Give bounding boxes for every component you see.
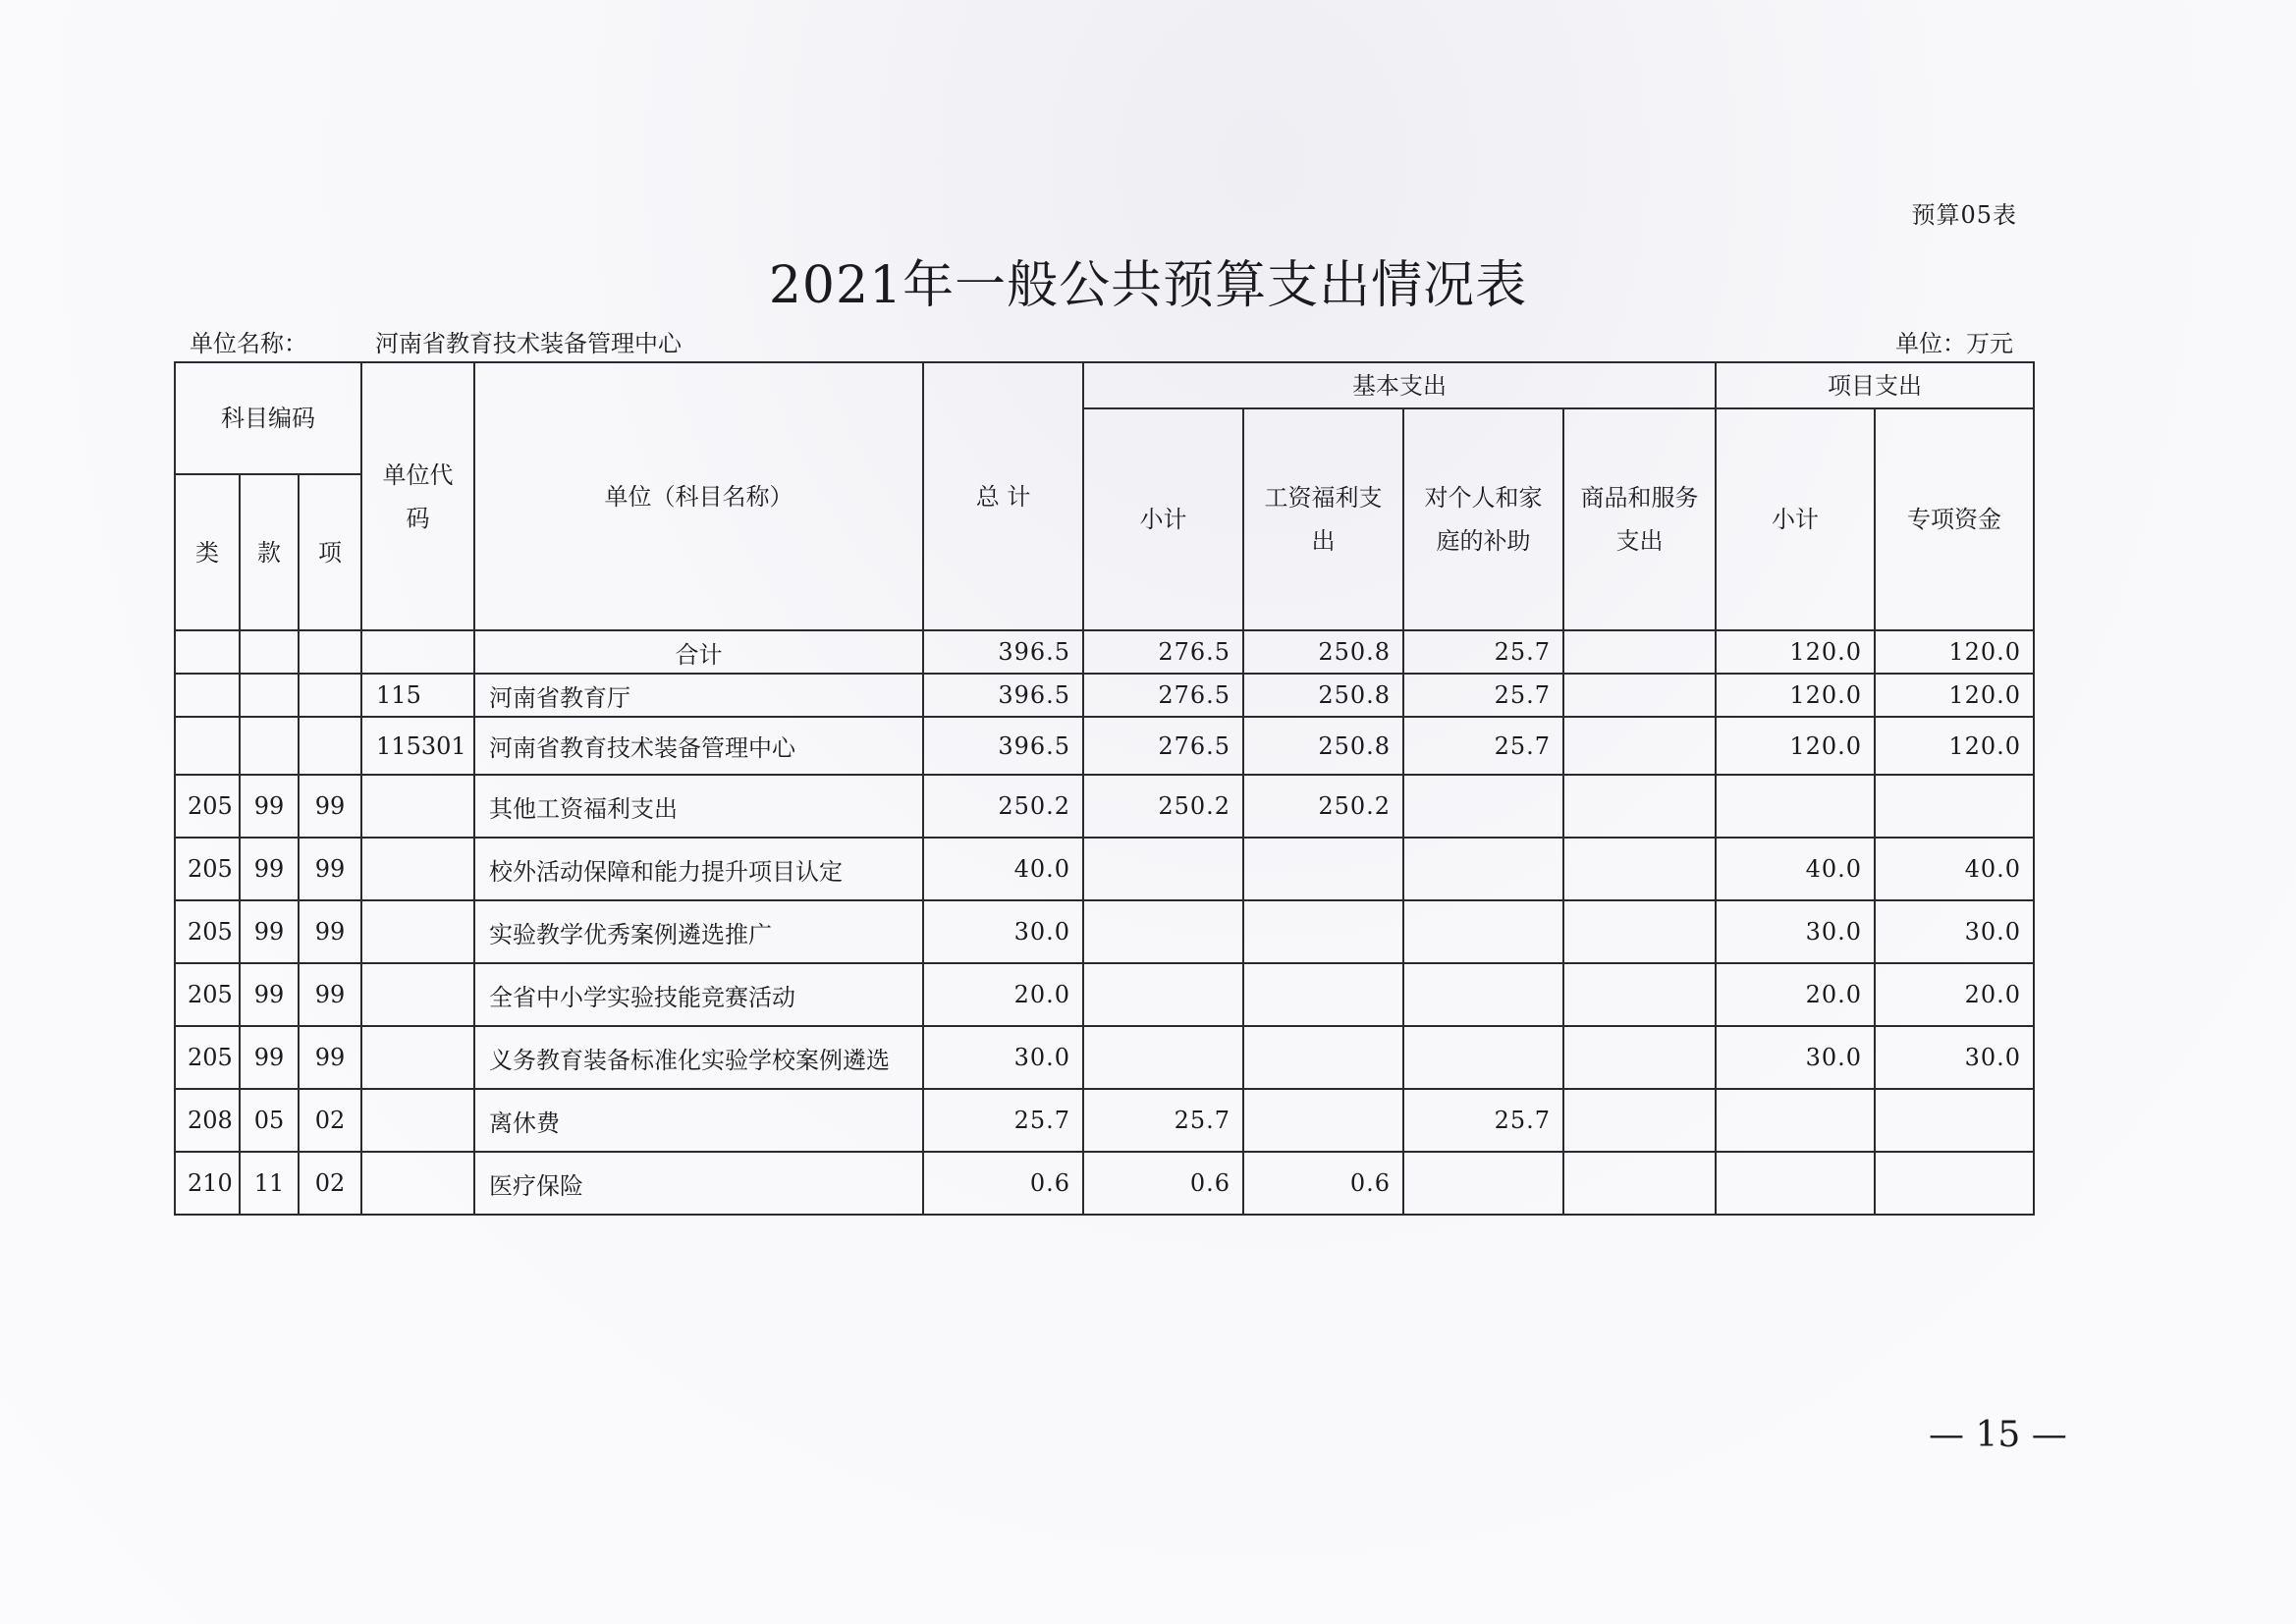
cell-subsidy [1403,775,1563,838]
cell-subsidy: 25.7 [1403,717,1563,775]
cell-subsidy [1403,963,1563,1026]
cell-total: 25.7 [923,1089,1083,1152]
cell-total: 30.0 [923,1026,1083,1089]
page-title: 2021年一般公共预算支出情况表 [768,256,1528,315]
table-row [175,775,2034,838]
cell-goods [1563,838,1716,900]
cell-lei: 205 [175,775,240,838]
cell-project-subtotal: 120.0 [1716,717,1875,775]
cell-lei: 205 [175,963,240,1026]
cell-goods [1563,900,1716,963]
header-project-subtotal: 小计 [1716,408,1875,630]
cell-name: 校外活动保障和能力提升项目认定 [474,838,923,900]
cell-unit-code [361,775,474,838]
table-row [175,963,2034,1026]
header-unit-code: 单位代码 [361,362,474,630]
cell-unit-code [361,1152,474,1215]
cell-unit-code [361,1089,474,1152]
cell-project-subtotal: 30.0 [1716,900,1875,963]
cell-xiang: 99 [299,900,361,963]
table-body [175,630,2034,1215]
cell-basic-subtotal: 276.5 [1083,674,1243,717]
cell-wages [1243,900,1403,963]
table-row [175,1089,2034,1152]
cell-total: 250.2 [923,775,1083,838]
cell-special: 120.0 [1875,717,2034,775]
cell-name: 实验教学优秀案例遴选推广 [474,900,923,963]
cell-xiang: 02 [299,1089,361,1152]
cell-special: 20.0 [1875,963,2034,1026]
cell-kuan: 11 [240,1152,299,1215]
table-row [175,717,2034,775]
cell-project-subtotal: 120.0 [1716,674,1875,717]
cell-special: 30.0 [1875,900,2034,963]
cell-goods [1563,775,1716,838]
cell-basic-subtotal: 0.6 [1083,1152,1243,1215]
table-row [175,630,2034,674]
cell-kuan: 99 [240,900,299,963]
cell-name: 其他工资福利支出 [474,775,923,838]
cell-xiang [299,717,361,775]
cell-wages: 0.6 [1243,1152,1403,1215]
cell-wages [1243,838,1403,900]
cell-kuan: 99 [240,775,299,838]
cell-goods [1563,1089,1716,1152]
cell-wages: 250.8 [1243,674,1403,717]
cell-lei: 205 [175,838,240,900]
cell-total: 30.0 [923,900,1083,963]
cell-name: 河南省教育技术装备管理中心 [474,717,923,775]
cell-name: 离休费 [474,1089,923,1152]
cell-goods [1563,630,1716,674]
cell-special [1875,775,2034,838]
cell-unit-code: 115 [361,674,474,717]
cell-basic-subtotal: 25.7 [1083,1089,1243,1152]
cell-total: 0.6 [923,1152,1083,1215]
cell-kuan: 99 [240,963,299,1026]
unit-name-value: 河南省教育技术装备管理中心 [375,330,682,357]
cell-total: 396.5 [923,717,1083,775]
cell-special: 120.0 [1875,674,2034,717]
cell-xiang: 99 [299,775,361,838]
header-special-funds: 专项资金 [1875,408,2034,630]
cell-xiang: 99 [299,963,361,1026]
cell-wages [1243,963,1403,1026]
budget-expenditure-table [174,361,2035,1216]
cell-xiang [299,630,361,674]
cell-subsidy: 25.7 [1403,1089,1563,1152]
unit-name-label: 单位名称： [190,330,307,357]
cell-kuan: 05 [240,1089,299,1152]
cell-wages: 250.8 [1243,717,1403,775]
cell-xiang: 99 [299,1026,361,1089]
cell-name: 全省中小学实验技能竞赛活动 [474,963,923,1026]
cell-special: 120.0 [1875,630,2034,674]
cell-unit-code [361,963,474,1026]
cell-subsidy [1403,900,1563,963]
cell-subsidy [1403,838,1563,900]
cell-project-subtotal [1716,1089,1875,1152]
cell-subsidy [1403,1026,1563,1089]
cell-total: 40.0 [923,838,1083,900]
header-personal-family-subsidy: 对个人和家庭的补助 [1403,408,1563,630]
cell-project-subtotal: 40.0 [1716,838,1875,900]
cell-kuan [240,674,299,717]
table-row [175,1152,2034,1215]
cell-goods [1563,674,1716,717]
cell-unit-code [361,630,474,674]
cell-lei [175,674,240,717]
cell-project-subtotal: 120.0 [1716,630,1875,674]
cell-basic-subtotal [1083,838,1243,900]
header-unit-subject-name: 单位（科目名称） [474,362,923,630]
cell-wages: 250.2 [1243,775,1403,838]
currency-unit-label: 单位：万元 [1895,330,2013,357]
cell-lei: 208 [175,1089,240,1152]
cell-basic-subtotal: 250.2 [1083,775,1243,838]
header-basic-subtotal: 小计 [1083,408,1243,630]
cell-total: 396.5 [923,674,1083,717]
header-total: 总 计 [923,362,1083,630]
cell-kuan: 99 [240,838,299,900]
cell-basic-subtotal [1083,900,1243,963]
cell-total: 20.0 [923,963,1083,1026]
header-xiang: 项 [299,474,361,630]
cell-basic-subtotal: 276.5 [1083,717,1243,775]
cell-xiang [299,674,361,717]
cell-special [1875,1089,2034,1152]
cell-unit-code [361,1026,474,1089]
cell-subsidy [1403,1152,1563,1215]
cell-wages [1243,1089,1403,1152]
cell-basic-subtotal [1083,963,1243,1026]
cell-goods [1563,1026,1716,1089]
cell-basic-subtotal [1083,1026,1243,1089]
header-subject-code: 科目编码 [175,362,361,474]
cell-project-subtotal [1716,1152,1875,1215]
table-row [175,674,2034,717]
cell-goods [1563,1152,1716,1215]
form-number: 预算05表 [1911,201,2017,229]
cell-wages: 250.8 [1243,630,1403,674]
cell-goods [1563,963,1716,1026]
cell-name: 医疗保险 [474,1152,923,1215]
cell-name: 合计 [474,630,923,674]
cell-project-subtotal [1716,775,1875,838]
cell-lei: 205 [175,1026,240,1089]
cell-unit-code [361,838,474,900]
cell-kuan [240,717,299,775]
cell-name: 河南省教育厅 [474,674,923,717]
cell-kuan: 99 [240,1026,299,1089]
cell-wages [1243,1026,1403,1089]
table-row [175,900,2034,963]
cell-xiang: 02 [299,1152,361,1215]
table-row [175,1026,2034,1089]
table-row [175,838,2034,900]
cell-subsidy: 25.7 [1403,630,1563,674]
header-kuan: 款 [240,474,299,630]
cell-goods [1563,717,1716,775]
cell-basic-subtotal: 276.5 [1083,630,1243,674]
header-lei: 类 [175,474,240,630]
cell-unit-code [361,900,474,963]
cell-special: 30.0 [1875,1026,2034,1089]
cell-kuan [240,630,299,674]
cell-project-subtotal: 30.0 [1716,1026,1875,1089]
cell-total: 396.5 [923,630,1083,674]
cell-name: 义务教育装备标准化实验学校案例遴选 [474,1026,923,1089]
table-header [175,362,2034,630]
cell-special [1875,1152,2034,1215]
header-goods-services: 商品和服务支出 [1563,408,1716,630]
cell-lei: 210 [175,1152,240,1215]
cell-special: 40.0 [1875,838,2034,900]
cell-lei [175,630,240,674]
cell-xiang: 99 [299,838,361,900]
header-basic-expenditure: 基本支出 [1083,362,1716,408]
cell-unit-code: 115301 [361,717,474,775]
page-number: — 15 — [1929,1415,2067,1455]
cell-subsidy: 25.7 [1403,674,1563,717]
header-project-expenditure: 项目支出 [1716,362,2034,408]
cell-lei [175,717,240,775]
header-wages-welfare: 工资福利支出 [1243,408,1403,630]
cell-lei: 205 [175,900,240,963]
cell-project-subtotal: 20.0 [1716,963,1875,1026]
